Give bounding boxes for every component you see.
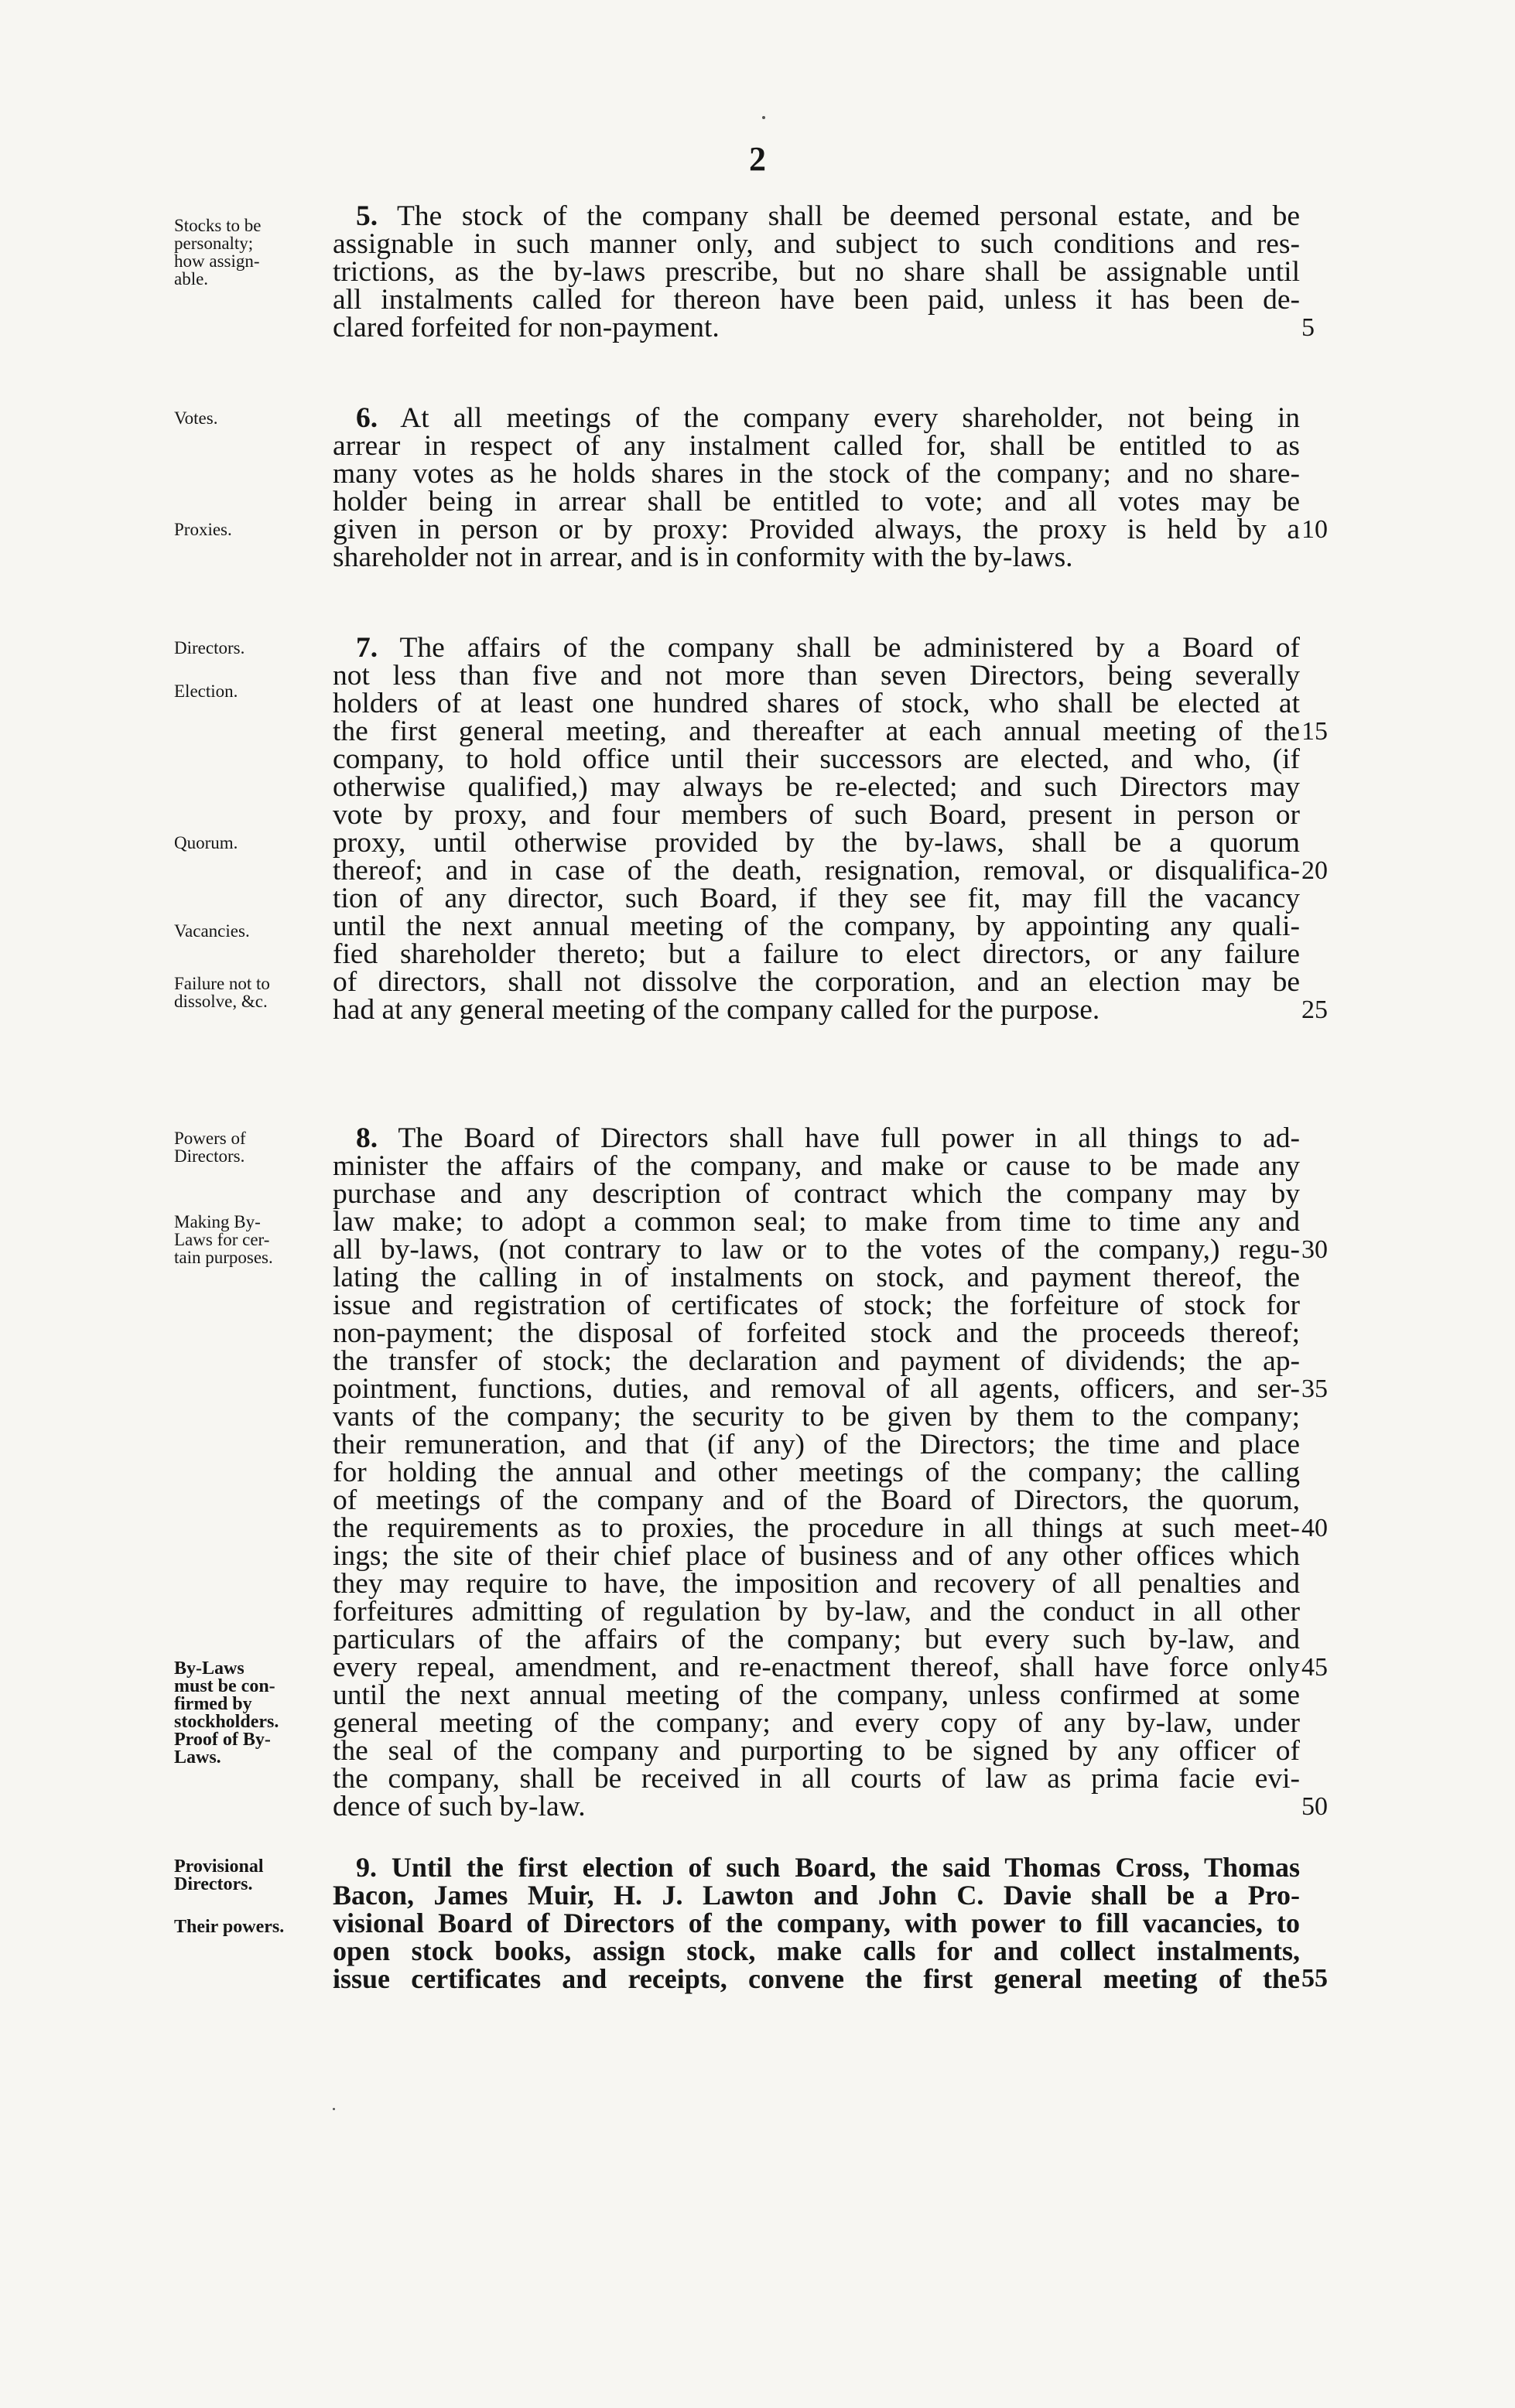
body-line: until the next annual meeting of the company, unless confirmed at some (333, 1679, 1300, 1711)
margin-note-line: Directors. (174, 1146, 245, 1166)
margin-note-line: personalty; (174, 234, 254, 253)
body-line: all instalments called for thereon have been paid, unless it has been de- (333, 284, 1300, 316)
line-number: 10 (1301, 515, 1328, 544)
body-line: given in person or by proxy: Provided always, the proxy is held by a (333, 514, 1300, 545)
margin-note-failure-not-dissolve (174, 975, 333, 1010)
body-line: arrear in respect of any instalment called for, shall be entitled to as (333, 430, 1300, 462)
margin-note-line: Proxies. (174, 520, 232, 539)
body-line: clared forfeited for non-payment. (333, 312, 720, 343)
section-body-cont (333, 1881, 1300, 1993)
line-number: 20 (1301, 856, 1328, 885)
body-line (356, 200, 1300, 232)
margin-note-line: firmed by (174, 1694, 252, 1714)
body-line (356, 1122, 1301, 1154)
margin-note-line: stockholders. (174, 1712, 279, 1732)
body-line: issue and registration of certificates of stock; the forfeiture of stock for (333, 1289, 1300, 1321)
body-line: Bacon, James Muir, H. J. Lawton and John C. Davie shall be a Pro- (333, 1880, 1300, 1911)
body-line: lating the calling in of instalments on stock, and payment thereof, the (333, 1262, 1300, 1293)
body-line: purchase and any description of contract which the company may by (333, 1178, 1300, 1210)
body-line: vants of the company; the security to be given by them to the company; (333, 1401, 1300, 1433)
body-line: fied shareholder thereto; but a failure to elect directors, or any failure (333, 938, 1300, 970)
section-body (356, 402, 1300, 434)
margin-note-line: Proof of By- (174, 1730, 271, 1750)
body-line: open stock books, assign stock, make calls for and collect instalments, (333, 1935, 1300, 1966)
body-line: vote by proxy, and four members of such Board, present in person or (333, 799, 1300, 831)
section-body (356, 634, 1300, 662)
section-body-cont (333, 1150, 1300, 1822)
body-line: non-payment; the disposal of forfeited stock and the proceeds thereof; (333, 1317, 1300, 1349)
body-line (356, 634, 1300, 662)
body-line: issue certificates and receipts, convene the first general meeting of the (333, 1963, 1300, 1994)
body-line: shareholder not in arrear, and is in conformity with the by-laws. (333, 541, 1073, 573)
page-number: 2 (749, 140, 766, 178)
margin-note-line: Provisional (174, 1856, 264, 1877)
margin-note-line: Failure not to (174, 974, 270, 993)
line-number: 45 (1301, 1653, 1328, 1682)
margin-note-directors (174, 639, 333, 657)
body-line: of meetings of the company and of the Board of Directors, the quorum, (333, 1484, 1300, 1516)
margin-note-line: Making By- (174, 1212, 261, 1231)
margin-note-votes (174, 409, 333, 427)
body-line: visional Board of Directors of the company, with power to fill vacancies, to (333, 1908, 1300, 1938)
body-line-text: The affairs of the company shall be administered by a Board of (399, 632, 1300, 664)
section-body (356, 1122, 1301, 1154)
section-number: 7. (356, 632, 378, 664)
section-body (356, 1853, 1300, 1881)
body-line: thereof; and in case of the death, resignation, removal, or disqualifica- (333, 855, 1300, 886)
body-line: general meeting of the company; and every copy of any by-law, under (333, 1707, 1300, 1739)
line-number: 35 (1301, 1375, 1328, 1403)
margin-note-line: Quorum. (174, 833, 238, 852)
body-line: the requirements as to proxies, the procedure in all things at such meet- (333, 1512, 1300, 1544)
body-line: holder being in arrear shall be entitled to vote; and all votes may be (333, 486, 1300, 517)
body-line: the seal of the company and purporting to be signed by any officer of (333, 1735, 1300, 1767)
margin-note-vacancies (174, 922, 333, 940)
body-line-text: The Board of Directors shall have full power in all things to ad- (398, 1122, 1301, 1154)
body-line: all by-laws, (not contrary to law or to the votes of the company,) regu- (333, 1234, 1300, 1265)
body-line: assignable in such manner only, and subject to such conditions and res- (333, 228, 1300, 260)
line-number: 30 (1301, 1235, 1328, 1264)
body-line: every repeal, amendment, and re-enactment thereof, shall have force only (333, 1651, 1300, 1683)
section-body-cont (333, 432, 1300, 572)
margin-note-line: must be con- (174, 1676, 275, 1696)
scan-speck (333, 2108, 335, 2110)
margin-note-line: Election. (174, 681, 238, 701)
body-line: not less than five and not more than seven Directors, being severally (333, 660, 1300, 692)
body-line: they may require to have, the imposition and recovery of all penalties and (333, 1568, 1300, 1600)
body-line: the company, shall be received in all courts of law as prima facie evi- (333, 1763, 1300, 1795)
body-line: trictions, as the by-laws prescribe, but no share shall be assignable until (333, 256, 1300, 288)
margin-note-stocks-personalty (174, 217, 333, 288)
margin-note-line: able. (174, 269, 209, 289)
scan-speck (762, 116, 765, 119)
body-line: pointment, functions, duties, and removal of all agents, officers, and ser- (333, 1373, 1300, 1405)
margin-note-powers-of-directors (174, 1129, 333, 1165)
body-line: had at any general meeting of the company called for the purpose. (333, 994, 1100, 1026)
body-line: for holding the annual and other meetings of the company; the calling (333, 1457, 1300, 1488)
section-number: 6. (356, 402, 378, 434)
body-line (356, 1853, 1300, 1881)
body-line: tion of any director, such Board, if they see fit, may fill the vacancy (333, 883, 1300, 914)
margin-note-bylaws-confirmed (174, 1660, 333, 1767)
section-body-cont (333, 662, 1300, 1024)
margin-note-line: Votes. (174, 408, 218, 428)
margin-note-making-bylaws (174, 1213, 333, 1266)
section-number: 8. (356, 1122, 378, 1154)
margin-note-line: Their powers. (174, 1917, 285, 1937)
margin-note-line: Vacancies. (174, 921, 250, 941)
line-number: 40 (1301, 1514, 1328, 1542)
margin-note-line: Directors. (174, 638, 245, 658)
body-line: company, to hold office until their successors are elected, and who, (if (333, 743, 1300, 775)
body-line: forfeitures admitting of regulation by by-law, and the conduct in all other (333, 1596, 1300, 1628)
body-line-text: Until the first election of such Board, the said Thomas Cross, Thomas (391, 1852, 1301, 1883)
body-line-text: The stock of the company shall be deemed personal estate, and be (396, 200, 1300, 232)
body-line: ings; the site of their chief place of business and of any other offices which (333, 1540, 1300, 1572)
body-line-text: At all meetings of the company every shareholder, not being in (400, 402, 1300, 434)
body-line: their remuneration, and that (if any) of the Directors; the time and place (333, 1429, 1300, 1460)
body-line: of directors, shall not dissolve the corporation, and an election may be (333, 966, 1300, 998)
margin-note-line: Powers of (174, 1129, 246, 1148)
margin-note-line: dissolve, &c. (174, 992, 268, 1011)
margin-note-quorum (174, 834, 333, 852)
margin-note-proxies (174, 521, 333, 538)
margin-note-line: By-Laws (174, 1658, 245, 1679)
margin-note-line: how assign- (174, 251, 260, 271)
line-number: 25 (1301, 996, 1328, 1024)
margin-note-line: Laws for cer- (174, 1230, 270, 1249)
line-number: 5 (1301, 313, 1315, 342)
body-line: otherwise qualified,) may always be re-elected; and such Directors may (333, 771, 1300, 803)
body-line: the first general meeting, and thereafter at each annual meeting of the (333, 716, 1300, 747)
body-line: law make; to adopt a common seal; to make from time to time any and (333, 1206, 1300, 1238)
body-line (356, 402, 1300, 434)
line-number: 55 (1301, 1964, 1328, 1993)
section-body-cont (333, 228, 1300, 343)
margin-note-provisional-directors (174, 1858, 333, 1894)
section-number: 9. (356, 1852, 377, 1883)
line-number: 15 (1301, 717, 1328, 746)
section-body (356, 200, 1300, 232)
body-line: the transfer of stock; the declaration and payment of dividends; the ap- (333, 1345, 1300, 1377)
section-number: 5. (356, 200, 378, 232)
body-line: proxy, until otherwise provided by the by-laws, shall be a quorum (333, 827, 1300, 859)
body-line: dence of such by-law. (333, 1791, 586, 1822)
margin-note-line: Laws. (174, 1747, 221, 1768)
margin-note-line: tain purposes. (174, 1248, 273, 1267)
body-line: many votes as he holds shares in the stock of the company; and no share- (333, 458, 1300, 490)
line-number: 50 (1301, 1792, 1328, 1821)
body-line: until the next annual meeting of the company, by appointing any quali- (333, 910, 1300, 942)
body-line: holders of at least one hundred shares of stock, who shall be elected at (333, 688, 1300, 719)
margin-note-election (174, 682, 333, 700)
margin-note-line: Directors. (174, 1874, 253, 1894)
margin-note-line: Stocks to be (174, 216, 262, 235)
margin-note-their-powers (174, 1918, 333, 1936)
body-line: minister the affairs of the company, and make or cause to be made any (333, 1150, 1300, 1182)
body-line: particulars of the affairs of the company; but every such by-law, and (333, 1624, 1300, 1655)
